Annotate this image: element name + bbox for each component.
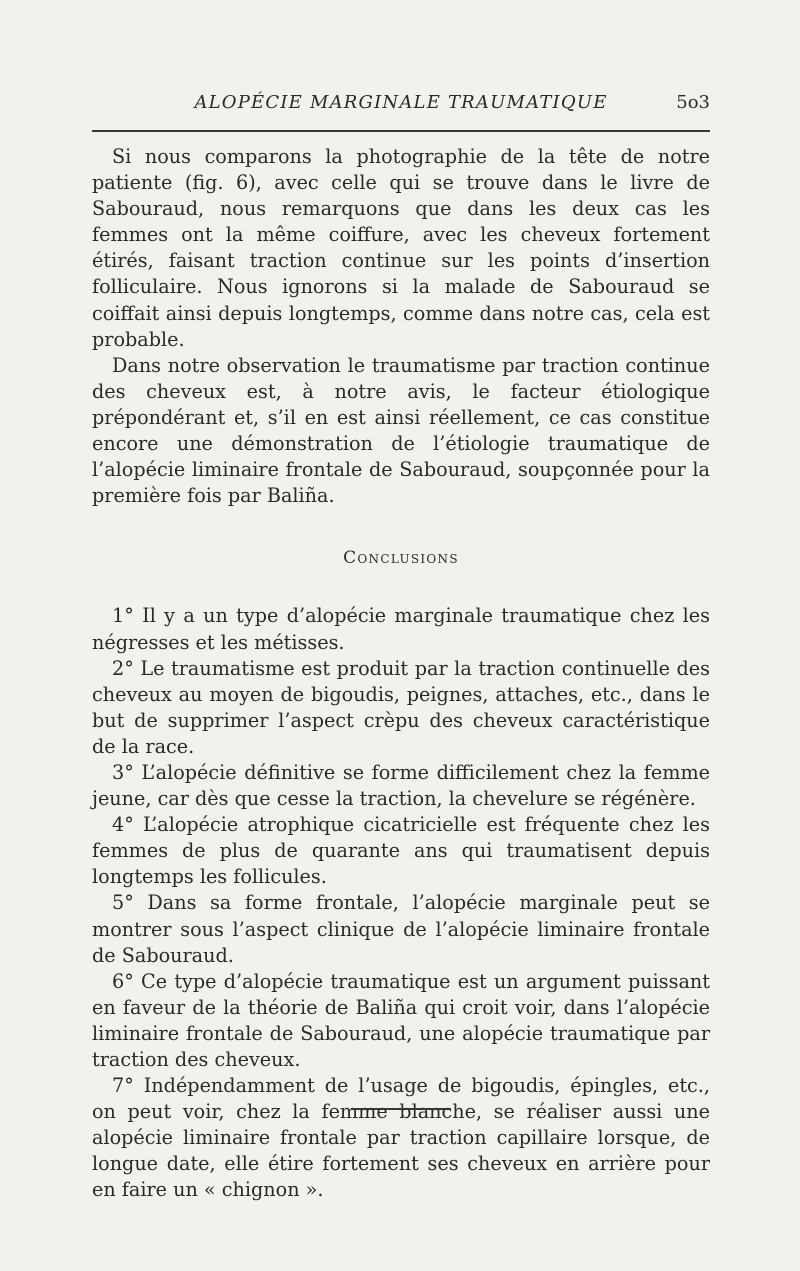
paragraph: Dans notre observation le traumatisme par traction continue des cheveux est, à notre avis, le facteur étiologique prépondérant et, s’il en est ainsi réellement, ce cas constitue encore une démonstration de l’étiologie traumatique de l’alopécie liminaire frontale de Sabouraud, soupçonnée pour la première fois par Baliña. <box>92 353 710 508</box>
header-rule <box>92 130 710 132</box>
running-head <box>92 92 710 122</box>
conclusion-item: 5° Dans sa forme frontale, l’alopécie marginale peut se montrer sous l’aspect clinique de l’alopécie liminaire frontale de Sabouraud. <box>92 891 710 967</box>
running-title: ALOPÉCIE MARGINALE TRAUMATIQUE <box>194 92 608 113</box>
paragraph: Si nous comparons la photographie de la tête de notre patiente (fig. 6), avec celle qui se trouve dans le livre de Sabouraud, nous remarquons que dans les deux cas les femmes ont la même coiffure, avec les cheveux fortement étirés, faisant traction continue sur les points d’insertion folliculaire. Nous ignorons si la malade de Sabouraud se coiffait ainsi depuis longtemps, comme dans notre cas, cela est probable. <box>92 145 710 351</box>
conclusion-item: 7° Indépendamment de l’usage de bigoudis, épingles, etc., on peut voir, chez la femme blanche, se réaliser aussi une alopécie liminaire frontale par traction capillaire lorsque, de longue date, elle étire fortement ses cheveux en arrière pour en faire un « chignon ». <box>92 1074 710 1202</box>
section-heading: Conclusions <box>343 548 459 569</box>
conclusion-item: 6° Ce type d’alopécie traumatique est un argument puissant en faveur de la théorie de Baliña qui croit voir, dans l’alopécie liminaire frontale de Sabouraud, une alopécie traumatique par traction des cheveux. <box>92 969 710 1071</box>
conclusion-item: 1° Il y a un type d’alopécie marginale traumatique chez les négresses et les métisses. <box>92 604 710 654</box>
conclusion-item: 4° L’alopécie atrophique cicatricielle est fréquente chez les femmes de plus de quarante ans qui traumatisent depuis longtemps les follicules. <box>92 813 710 889</box>
body-text <box>92 144 710 1204</box>
conclusion-item: 3° L’alopécie définitive se forme difficilement chez la femme jeune, car dès que cesse la traction, la chevelure se régénère. <box>92 760 710 811</box>
end-rule <box>351 1108 451 1110</box>
conclusion-item: 2° Le traumatisme est produit par la traction continuelle des cheveux au moyen de bigoudis, peignes, attaches, etc., dans le but de supprimer l’aspect crèpu des cheveux caractéristique de la race. <box>92 656 710 758</box>
page-number: 5o3 <box>676 92 710 113</box>
